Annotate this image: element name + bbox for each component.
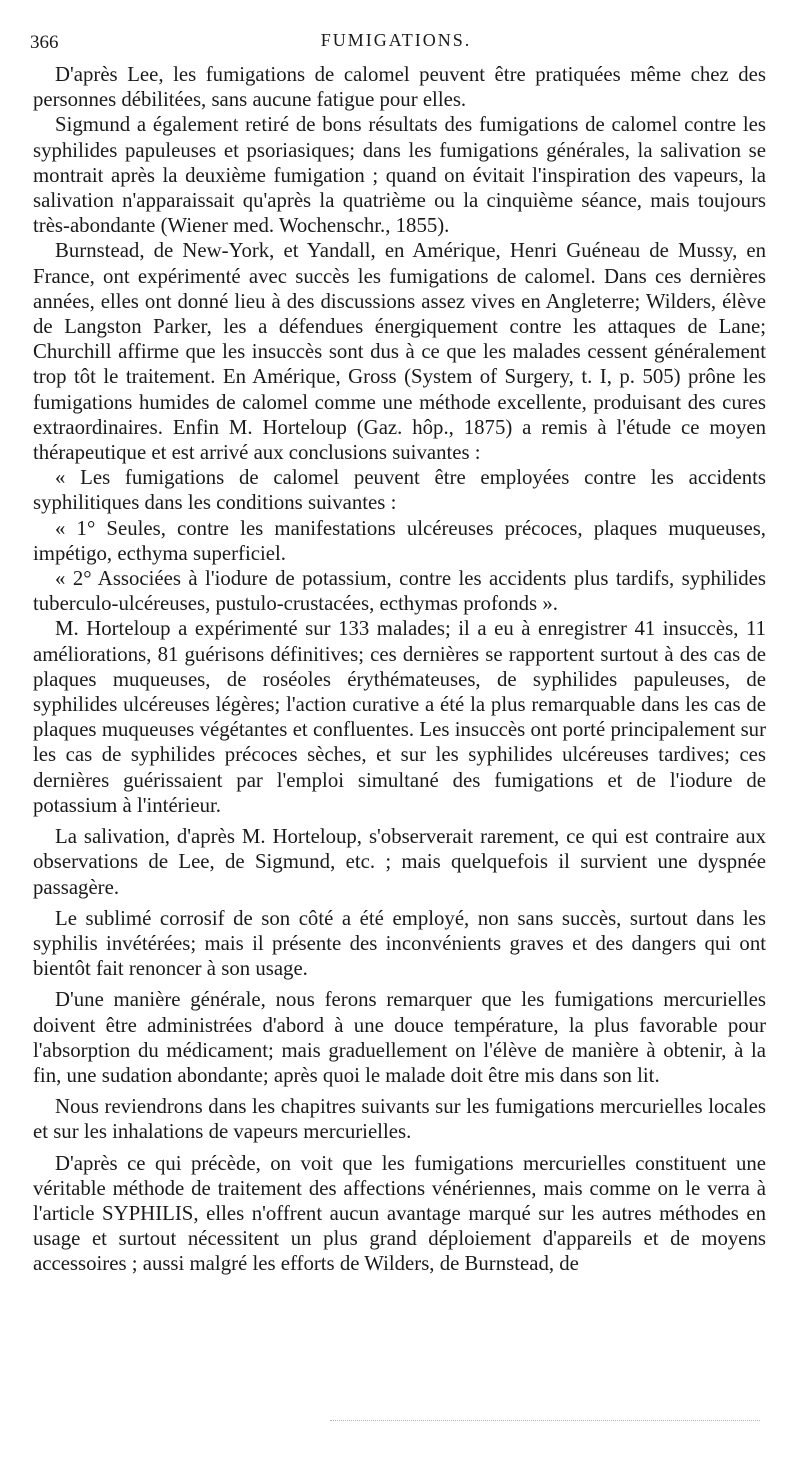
quote-conclusion-1: « 1° Seules, contre les manifestations ulcéreuses précoces, plaques muqueuses, impétigo, ecthyma superficiel. [33,516,766,565]
paragraph-salivation: La salivation, d'après M. Horteloup, s'observerait rarement, ce qui est contraire aux observations de Lee, de Sigmund, etc. ; mais quelquefois il survient une dyspnée passagère. [33,825,766,899]
paragraph-burnstead: Burnstead, de New-York, et Yandall, en Amérique, Henri Guéneau de Mussy, en France, ont expérimenté avec succès les fumigations de calomel. Dans ces dernières années, elles ont donné lieu à des discussions assez vives en Angleterre; Wilders, élève de Langston Parker, les a défendues énergiquement contre les attaques de Lane; Churchill affirme que les insuccès sont dus à ce que les malades cessent généralement trop tôt le traitement. En Amérique, Gross (System of Surgery, t. I, p. 505) prône les fumigations humides de calomel comme une méthode excellente, produisant des cures extraordinaires. Enfin M. Horteloup (Gaz. hôp., 1875) a remis à l'étude ce moyen thérapeutique et est arrivé aux conclusions suivantes : [33,239,766,465]
paragraph-next-chapters: Nous reviendrons dans les chapitres suivants sur les fumigations mercurielles locales et sur les inhalations de vapeurs mercurielles. [33,1095,766,1144]
page-number: 366 [30,32,59,53]
page-header [30,28,762,56]
running-title: FUMIGATIONS. [320,30,472,50]
paragraph-sigmund: Sigmund a également retiré de bons résultats des fumigations de calomel contre les syphilides papuleuses et psoriasiques; dans les fumigations générales, la salivation se montrait après la deuxième fumigation ; quand on évitait l'inspiration des vapeurs, la salivation n'apparaissait qu'après la quatrième ou la cinquième séance, mais toujours très-abondante (Wiener med. Wochenschr., 1855). [33,113,766,238]
paragraph-sublime-corrosif: Le sublimé corrosif de son côté a été employé, non sans succès, surtout dans les syphilis invétérées; mais il présente des inconvénients graves et des dangers qui ont bientôt fait renoncer à son usage. [33,906,766,981]
paragraph-general-manner: D'une manière générale, nous ferons remarquer que les fumigations mercurielles doivent être administrées d'abord à une douce température, la plus favorable pour l'absorption du médicament; mais graduellement on l'élève de manière à obtenir, à la fin, une sudation abondante; après quoi le malade doit être mis dans son lit. [33,988,766,1087]
paragraph-horteloup-results: M. Horteloup a expérimenté sur 133 malades; il a eu à enregistrer 41 insuccès, 11 améliorations, 81 guérisons définitives; ces dernières se rapportent surtout à des cas de plaques muqueuses, de roséoles érythémateuses, de syphilides papuleuses, de syphilides ulcéreuses légères; l'action curative a été la plus remarquable dans les cas de plaques muqueuses végétantes et confluentes. Les insuccès ont porté principalement sur les cas de syphilides précoces sèches, et sur les syphilides ulcéreuses tardives; ces dernières guérissaient par l'emploi simultané des fumigations et de l'iodure de potassium à l'intérieur. [33,617,766,817]
paragraph-conclusion: D'après ce qui précède, on voit que les fumigations mercurielles constituent une véritable méthode de traitement des affections vénériennes, mais comme on le verra à l'article SYPHILIS, elles n'offrent aucun avantage marqué sur les autres méthodes en usage et surtout nécessitent un plus grand déploiement d'appareils et de moyens accessoires ; aussi malgré les efforts de Wilders, de Burnstead, de [33,1151,766,1276]
quote-conclusion-2: « 2° Associées à l'iodure de potassium, contre les accidents plus tardifs, syphilides tuberculo-ulcéreuses, pustulo-crustacées, ecthymas profonds ». [33,567,766,616]
body-text [33,62,766,1277]
footer-bleed-line [330,1420,760,1422]
quote-conclusions-intro: « Les fumigations de calomel peuvent être employées contre les accidents syphilitiques dans les conditions suivantes : [33,466,766,515]
paragraph-lee: D'après Lee, les fumigations de calomel peuvent être pratiquées même chez des personnes débilitées, sans aucune fatigue pour elles. [33,63,766,112]
